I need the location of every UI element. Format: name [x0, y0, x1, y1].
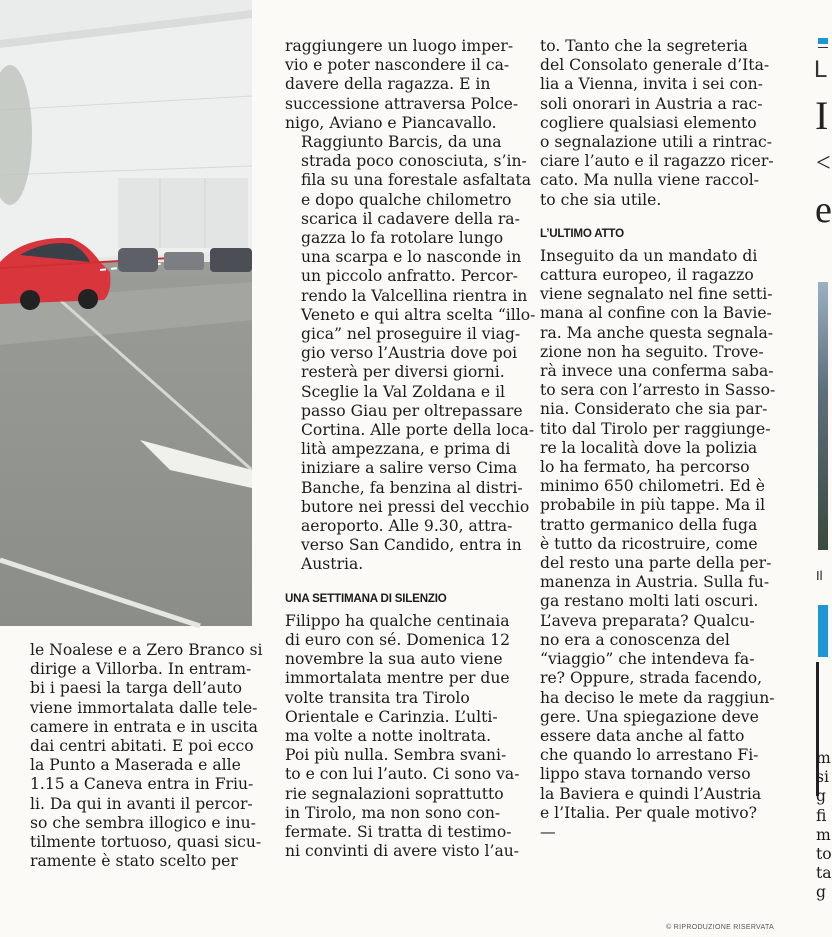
text-line: ma volte a notte inoltrata.	[285, 726, 492, 745]
text-line: tito dal Tirolo per raggiunge-	[540, 419, 771, 438]
adjacent-headline-fragment: I	[815, 93, 829, 138]
paragraph	[540, 37, 772, 210]
paragraph	[285, 611, 520, 862]
text-line: Sceglie la Val Zoldana e il	[301, 382, 506, 401]
text-line: Banche, fa benzina al distri-	[301, 478, 523, 497]
text-line: soli onorari in Austria a rac-	[540, 94, 763, 113]
text-line: to e con lui l’auto. Ci sono va-	[285, 765, 520, 784]
text-line: la Punto a Maserada e alle	[30, 756, 241, 775]
text-line: bi i paesi la targa dell’auto	[30, 679, 242, 698]
text-line: gio verso l’Austria dove poi	[301, 344, 518, 363]
text-line: Cortina. Alle porte della loca-	[301, 421, 535, 440]
text-line: essere data anche al fatto	[540, 726, 745, 745]
text-line: Austria.	[301, 555, 364, 574]
text-line: lo ha fermato, ha percorso	[540, 458, 750, 477]
text-fragment: m	[816, 749, 831, 767]
text-line: manenza in Austria. Sulla fu-	[540, 573, 770, 592]
text-line: ha deciso le mete da raggiun-	[540, 688, 775, 707]
text-line: aeroporto. Alle 9.30, attra-	[301, 517, 513, 536]
text-line: gere. Una spiegazione deve	[540, 707, 759, 726]
text-line: mana al confine con la Bavie-	[540, 304, 772, 323]
divider	[818, 47, 828, 48]
text-line: lità ampezzana, e prima di	[301, 440, 511, 459]
text-line: o segnalazione utili a rintrac-	[540, 133, 772, 152]
paragraph	[540, 246, 776, 842]
text-line: cato. Ma nulla viene raccol-	[540, 171, 759, 190]
text-line: tilmente tortuoso, quasi sicu-	[30, 833, 262, 852]
text-line: immortalata mentre per due	[285, 669, 510, 688]
text-line: viene immortalata dalle tele-	[30, 698, 258, 717]
text-line: L’aveva preparata? Qualcu-	[540, 611, 755, 630]
adjacent-headline-fragment-3: e	[815, 189, 832, 231]
text-line: tratto germanico della fuga	[540, 515, 758, 534]
text-line: un piccolo anfratto. Percor-	[301, 267, 518, 286]
text-fragment: si	[816, 768, 829, 787]
text-line: so che sembra illogico e inu-	[30, 813, 256, 832]
text-line: Raggiunto Barcis, da una	[301, 133, 502, 152]
text-fragment: to	[816, 845, 832, 864]
article-column-3	[540, 37, 776, 842]
text-line: ciare l’auto e il ragazzo ricer-	[540, 152, 774, 171]
text-line: è tutto da ricostruire, come	[540, 534, 758, 553]
subheading: L’ULTIMO ATTO	[540, 226, 624, 240]
text-line: resterà per diversi giorni.	[301, 363, 505, 382]
text-line: verso San Candido, entra in	[301, 536, 522, 555]
text-line: nia. Considerato che sia par-	[540, 400, 768, 419]
text-line: dai centri abitati. E poi ecco	[30, 737, 254, 756]
adjacent-text-fragment	[816, 749, 832, 903]
text-line: rà invece una conferma saba-	[540, 362, 774, 381]
text-line: to che sia utile.	[540, 190, 662, 209]
text-line: zione non ha seguito. Trove-	[540, 342, 764, 361]
text-line: Inseguito da un mandato di	[540, 246, 758, 265]
text-line: rie segnalazioni soprattutto	[285, 784, 504, 803]
text-line: in Tirolo, ma non sono con-	[285, 803, 501, 822]
text-fragment: fi	[816, 806, 827, 825]
text-line: successione attraversa Polce-	[285, 94, 519, 113]
text-line: e l’Italia. Per quale motivo?	[540, 803, 757, 822]
text-line: Veneto e qui altra scelta “illo-	[301, 305, 536, 324]
text-fragment: ta	[816, 864, 832, 883]
text-line: dirige a Villorba. In entram-	[30, 660, 252, 679]
text-line: cattura europeo, il ragazzo	[540, 266, 754, 285]
text-line: re la località dove la polizia	[540, 438, 758, 457]
text-line: nigo, Aviano e Piancavallo.	[285, 113, 497, 132]
text-line: viene segnalato nel fine setti-	[540, 285, 773, 304]
text-line: rendo la Valcellina rientra in	[301, 286, 528, 305]
copyright-credit: © RIPRODUZIONE RISERVATA	[666, 924, 774, 931]
text-line: strada poco conosciuta, s’in-	[301, 152, 527, 171]
adjacent-headline-fragment-2: <	[816, 148, 831, 177]
text-fragment: g	[816, 883, 826, 902]
text-line: che quando lo arrestano Fi-	[540, 746, 759, 765]
text-line: lippo stava tornando verso	[540, 765, 751, 784]
text-line: iniziare a salire verso Cima	[301, 459, 518, 478]
text-line: lia a Vienna, invita i sei con-	[540, 75, 763, 94]
paragraph	[30, 641, 262, 871]
text-line: ni convinti di avere visto l’au-	[285, 842, 520, 861]
text-line: fermate. Si tratta di testimo-	[285, 822, 512, 841]
text-line: re? Oppure, strada facendo,	[540, 669, 763, 688]
text-line: fila su una forestale asfaltata	[301, 171, 532, 190]
text-line: Orientale e Carinzia. L’ulti-	[285, 707, 498, 726]
text-line: camere in entrata e in uscita	[30, 717, 258, 736]
text-line: Filippo ha qualche centinaia	[285, 611, 510, 630]
text-line: to sera con l’arresto in Sasso-	[540, 381, 776, 400]
adjacent-photo	[818, 282, 828, 550]
text-line: raggiungere un luogo imper-	[285, 37, 514, 55]
text-line: gica” nel proseguire il viag-	[301, 325, 521, 344]
paragraph	[285, 37, 517, 133]
text-fragment: g	[816, 787, 826, 806]
adjacent-caption-fragment: Il	[816, 568, 823, 583]
news-photo-parking-lot	[0, 0, 252, 626]
text-line: “viaggio” che intendeva fa-	[540, 650, 755, 669]
text-line: 1.15 a Caneva entra in Friu-	[30, 775, 254, 794]
text-line: ra. Ma anche questa segnala-	[540, 323, 774, 342]
text-line: scarica il cadavere della ra-	[301, 209, 520, 228]
text-line: le Noalese e a Zero Branco si	[30, 641, 263, 659]
text-line: novembre la sua auto viene	[285, 650, 503, 669]
text-line: no era a conoscenza del	[540, 630, 730, 649]
article-column-2	[285, 37, 536, 861]
text-line: gazza lo fa rotolare lungo	[301, 229, 504, 248]
text-line: minimo 650 chilometri. Ed è	[540, 477, 765, 496]
text-line: di euro con sé. Domenica 12	[285, 630, 511, 649]
text-line: Poi più nulla. Sembra svani-	[285, 746, 507, 765]
text-line: e dopo qualche chilometro	[301, 190, 512, 209]
paragraph	[285, 133, 536, 575]
text-line: una scarpa e lo nasconde in	[301, 248, 522, 267]
text-line: ga restano molti lati oscuri.	[540, 592, 759, 611]
subheading: UNA SETTIMANA DI SILENZIO	[285, 591, 447, 605]
text-line: volte transita tra Tirolo	[285, 688, 470, 707]
adjacent-blue-box	[818, 605, 828, 657]
text-line: del resto una parte della per-	[540, 554, 772, 573]
article-column-1	[30, 641, 262, 871]
text-line: ramente è stato scelto per	[30, 852, 238, 871]
adjacent-kicker-fragment: L	[814, 56, 828, 83]
text-line: probabile in più tappe. Ma il	[540, 496, 766, 515]
text-line: to. Tanto che la segreteria	[540, 37, 748, 55]
text-line: butore nei pressi del vecchio	[301, 497, 530, 516]
section-accent-bar	[818, 38, 828, 44]
text-line: del Consolato generale d’Ita-	[540, 56, 770, 75]
text-line: passo Giau per oltrepassare	[301, 401, 523, 420]
text-fragment: m	[816, 825, 831, 844]
text-line: davere della ragazza. E in	[285, 75, 491, 94]
text-line: li. Da qui in avanti il percor-	[30, 794, 253, 813]
text-line: la Baviera e quindi l’Austria	[540, 784, 762, 803]
text-line: vio e poter nascondere il ca-	[285, 56, 510, 75]
text-line: cogliere qualsiasi elemento	[540, 113, 757, 132]
text-line: —	[540, 822, 556, 841]
